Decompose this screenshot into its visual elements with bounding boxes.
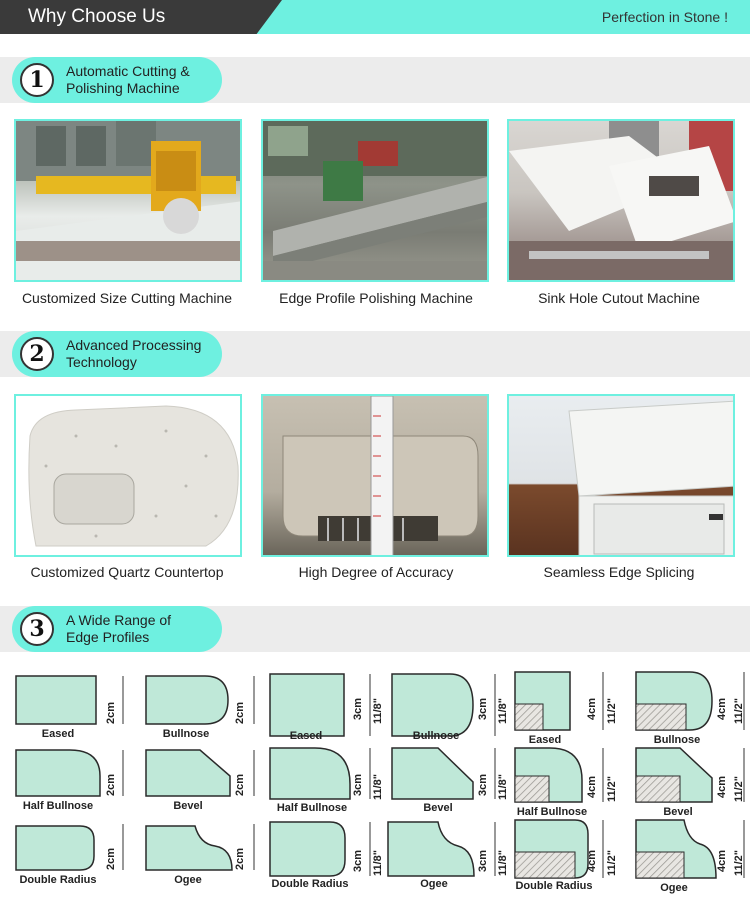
dim-2cm-b: 2cm [234,701,246,724]
dim-3cm-imperial-c: 11/8" [372,773,384,800]
profile-2cm-bevel-shape [146,750,230,796]
header-tagline: Perfection in Stone ! [601,9,728,25]
section-1-pill [12,57,222,103]
profile-3cm-half-bullnose-shape [270,748,350,799]
section-2-number: 2 [20,337,54,371]
section-2-band [0,331,750,377]
dim-3cm-metric-e: 3cm [352,849,364,872]
section-1-band [0,57,750,103]
dim-3cm-imperial-f: 11/8" [497,849,509,876]
section-1-title [66,63,190,97]
dim-4cm-metric-f: 4cm [716,849,728,872]
dim-3cm-imperial-d: 11/8" [497,773,509,800]
header-title: Why Choose Us [28,6,166,27]
section-3-pill [12,606,222,652]
polishing-machine-photo [261,119,489,282]
dim-4cm-imperial-d: 11/2" [733,775,745,802]
profile-3cm-ogee-shape [388,822,474,876]
dim-3cm-metric-b: 3cm [477,697,489,720]
dim-2cm-d: 2cm [234,773,246,796]
dim-3cm-metric-d: 3cm [477,773,489,796]
section-3-title-line1: A Wide Range of [66,612,172,628]
dim-3cm-imperial-b: 11/8" [497,697,509,724]
profile-2cm-half-bullnose-shape [16,750,100,796]
profile-2cm-double-radius-shape [16,826,94,870]
caption-accuracy: High Degree of Accuracy [298,564,454,580]
dim-4cm-imperial-f: 11/2" [733,849,745,876]
dim-4cm-metric-b: 4cm [716,697,728,720]
dim-3cm-imperial-a: 11/8" [372,697,384,724]
profile-3cm-bullnose-label: Bullnose [412,730,460,742]
profile-3cm-double-radius-label: Double Radius [271,878,349,890]
dim-4cm-metric-c: 4cm [586,775,598,798]
profile-2cm-bevel-label: Bevel [173,800,203,812]
profile-4cm-half-bullnose-label: Half Bullnose [516,806,588,818]
section-3-title [66,612,171,646]
section-1-number: 1 [20,63,54,97]
dim-3cm-metric-f: 3cm [477,849,489,872]
dim-2cm-c: 2cm [105,773,117,796]
profile-3cm-ogee-label: Ogee [420,878,448,890]
profile-2cm-ogee-label: Ogee [174,874,202,886]
cutting-machine-photo [14,119,242,282]
dim-2cm-a: 2cm [105,701,117,724]
section-2-title [66,337,201,371]
dim-2cm-e: 2cm [105,847,117,870]
quartz-countertop-photo [14,394,242,557]
dim-4cm-imperial-a: 11/2" [606,697,618,724]
section-3-title-line2: Edge Profiles [66,629,150,645]
profile-3cm-double-radius-shape [270,822,345,876]
section-2-title-line2: Technology [66,354,137,370]
dim-4cm-metric-a: 4cm [586,697,598,720]
header-bar [0,0,750,34]
profile-3cm-bevel-shape [392,748,473,799]
caption-quartz-countertop: Customized Quartz Countertop [30,564,224,580]
profile-3cm-eased-shape [270,674,344,736]
caption-sink-cutout-machine: Sink Hole Cutout Machine [538,290,700,306]
profile-4cm-eased-label: Eased [528,734,562,746]
dim-4cm-imperial-c: 11/2" [606,775,618,802]
profile-2cm-ogee-shape [146,826,232,870]
dim-4cm-metric-e: 4cm [586,849,598,872]
section-1-title-line2: Polishing Machine [66,80,180,96]
sink-cutout-machine-photo [507,119,735,282]
dim-3cm-imperial-e: 11/8" [372,849,384,876]
profile-2cm-half-bullnose-label: Half Bullnose [22,800,94,812]
dim-4cm-metric-d: 4cm [716,775,728,798]
dim-4cm-imperial-e: 11/2" [606,849,618,876]
profile-3cm-eased-label: Eased [289,730,323,742]
section-1-title-line1: Automatic Cutting & [66,63,190,79]
profile-2cm-bullnose-label: Bullnose [162,728,210,740]
dim-2cm-f: 2cm [234,847,246,870]
profile-2cm-eased-shape [16,676,96,724]
section-2-title-line1: Advanced Processing [66,337,202,353]
profile-4cm-bevel-label: Bevel [663,806,693,818]
section-3-number: 3 [20,612,54,646]
caption-edge-splicing: Seamless Edge Splicing [543,564,695,580]
profile-2cm-eased-label: Eased [41,728,75,740]
profile-3cm-half-bullnose-label: Half Bullnose [276,802,348,814]
caption-cutting-machine: Customized Size Cutting Machine [21,290,233,306]
profile-4cm-bullnose-label: Bullnose [653,734,701,746]
profile-4cm-double-radius-label: Double Radius [515,880,593,892]
profile-3cm-bullnose-shape [392,674,473,736]
caption-polishing-machine: Edge Profile Polishing Machine [279,290,473,306]
dim-3cm-metric-a: 3cm [352,697,364,720]
accuracy-photo [261,394,489,557]
section-2-pill [12,331,222,377]
edge-splicing-photo [507,394,735,557]
profile-4cm-ogee-label: Ogee [660,882,688,894]
profile-3cm-bevel-label: Bevel [423,802,453,814]
dim-3cm-metric-c: 3cm [352,773,364,796]
profile-2cm-double-radius-label: Double Radius [19,874,97,886]
profile-2cm-bullnose-shape [146,676,228,724]
dim-4cm-imperial-b: 11/2" [733,697,745,724]
section-3-band [0,606,750,652]
